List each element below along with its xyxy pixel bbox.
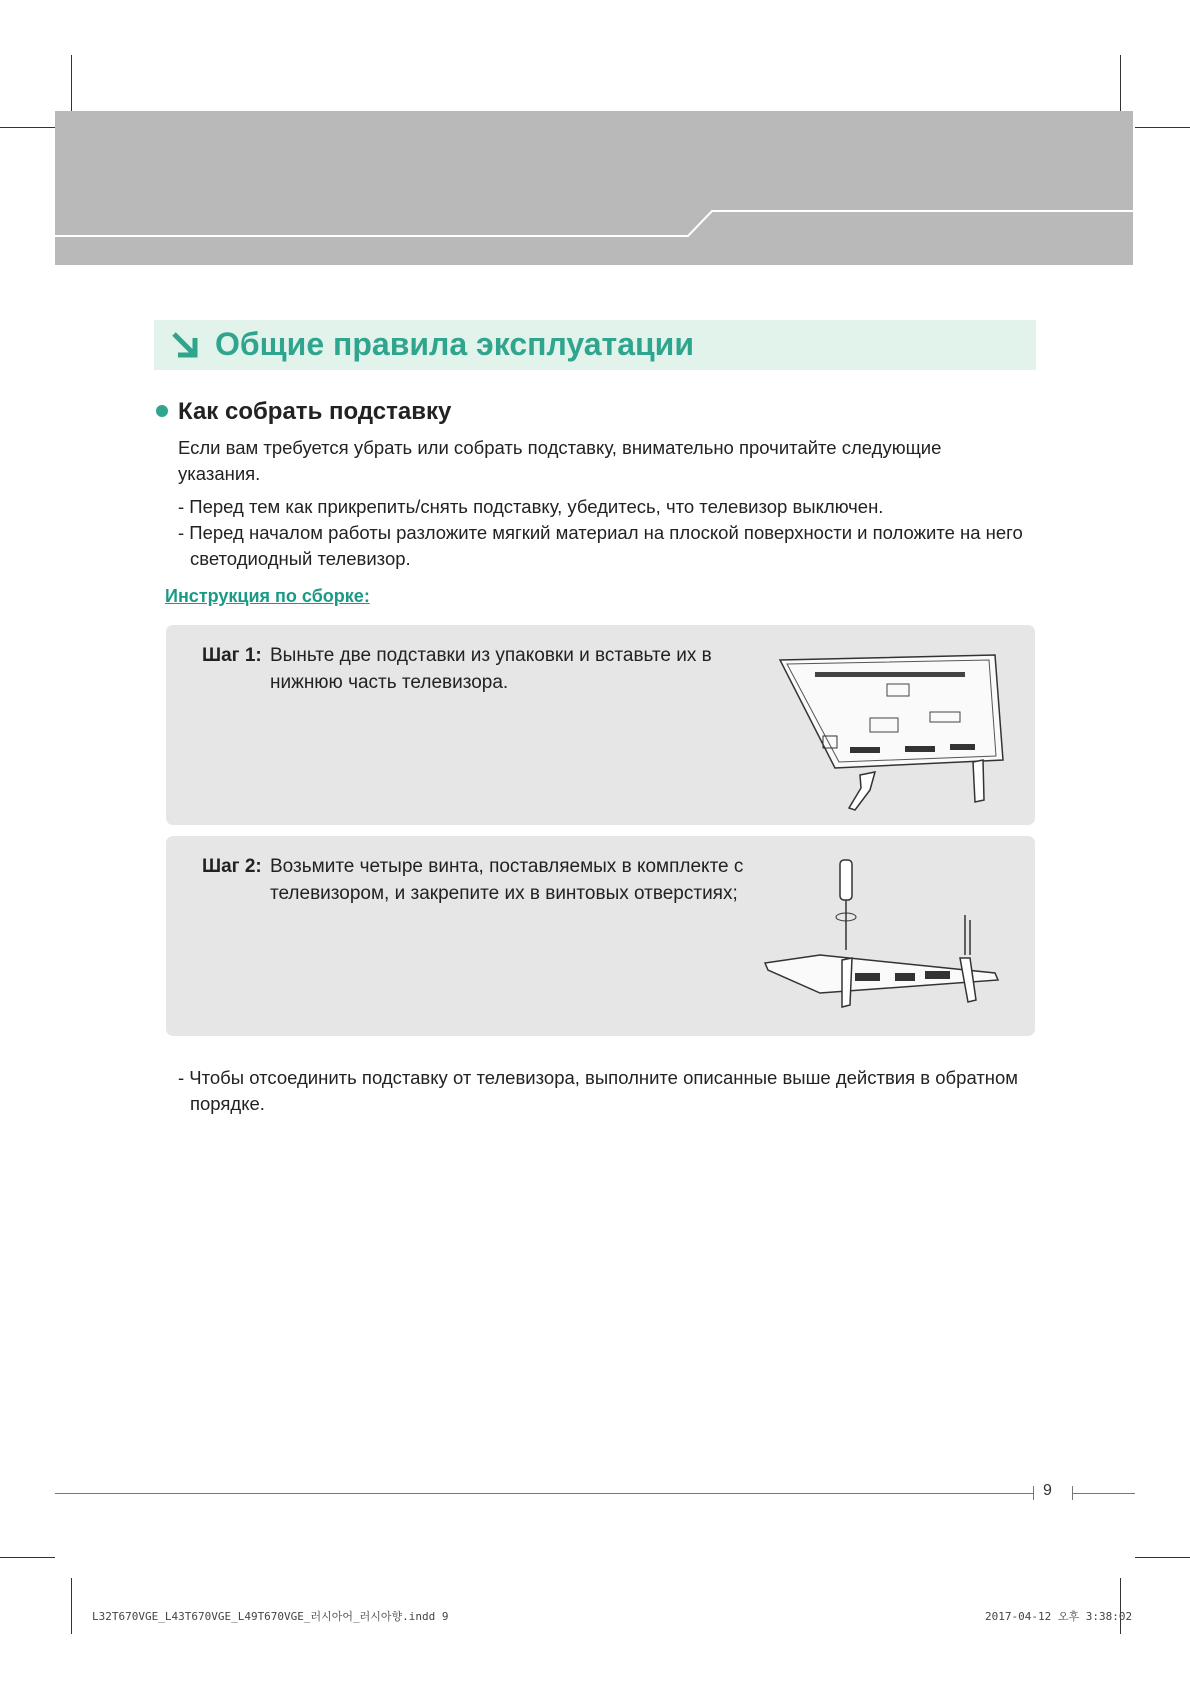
- subsection-title: Как собрать подставку: [178, 398, 452, 425]
- screw-attach-illustration: [760, 855, 1010, 1025]
- crop-mark: [1135, 1557, 1190, 1558]
- header-divider-line: [55, 111, 1133, 265]
- footer-rule: [55, 1493, 1033, 1494]
- bullet-icon: [156, 405, 168, 417]
- step-1-text: Выньте две подставки из упаковки и вставьте их в нижнюю часть телевизора.: [270, 645, 712, 693]
- page-number: 9: [1043, 1482, 1052, 1499]
- print-slug-timestamp: 2017-04-12 오후 3:38:02: [985, 1610, 1133, 1623]
- footer-tick: [1033, 1486, 1034, 1500]
- header-band: [55, 111, 1133, 265]
- crop-mark: [1120, 1578, 1121, 1634]
- crop-mark: [1135, 127, 1190, 128]
- closing-note: - Чтобы отсоединить подставку от телевизора, выполните описанные выше действия в обратном порядке.: [178, 1067, 1019, 1114]
- footer-rule: [1072, 1493, 1135, 1494]
- step-1-label: Шаг 1:: [202, 645, 262, 666]
- crop-mark: [0, 1557, 55, 1558]
- note-item: - Перед тем как прикрепить/снять подставку, убедитесь, что телевизор выключен.: [178, 496, 884, 517]
- crop-mark: [1120, 55, 1121, 111]
- note-item: - Перед началом работы разложите мягкий материал на плоской поверхности и положите на него светодиодный телевизор.: [178, 522, 1023, 569]
- section-title: Общие правила эксплуатации: [215, 326, 694, 362]
- intro-paragraph: Если вам требуется убрать или собрать подставку, внимательно прочитайте следующие указания.: [178, 437, 942, 484]
- arrow-down-right-icon: [170, 330, 200, 360]
- step-2-label: Шаг 2:: [202, 856, 262, 877]
- crop-mark: [71, 1578, 72, 1634]
- tv-stand-insert-illustration: [775, 650, 1015, 820]
- crop-mark: [0, 127, 55, 128]
- step-2-text: Возьмите четыре винта, поставляемых в комплекте с телевизором, и закрепите их в винтовых отверстиях;: [270, 856, 744, 904]
- crop-mark: [71, 55, 72, 111]
- print-slug-file: L32T670VGE_L43T670VGE_L49T670VGE_러시아어_러시아향.indd 9: [92, 1610, 449, 1623]
- assembly-instructions-link[interactable]: Инструкция по сборке:: [165, 586, 370, 606]
